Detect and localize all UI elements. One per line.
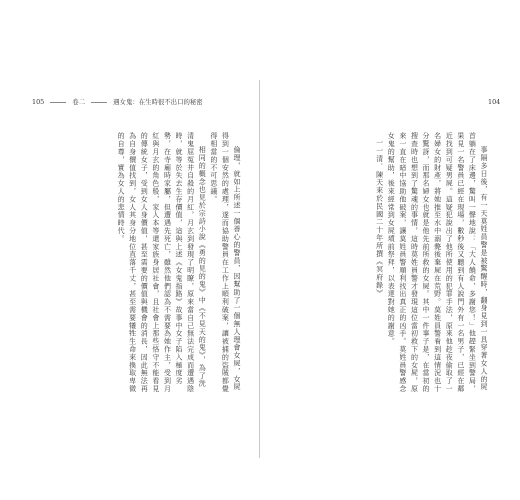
left-header-part: 卷二: [72, 98, 86, 106]
header-rule: [50, 102, 66, 103]
left-paragraph: 倫理，就如上所述一個善心的警員，因幫助了一個無人理會女屍，女屍得到一個安然的處理，遂而協助警員在工作上順利破案，讓被捕的盜賊都覺得相當的不可思議。: [209, 132, 241, 393]
right-page-number: 104: [488, 98, 501, 106]
left-page-body: [30, 132, 242, 394]
right-page-header: [488, 96, 500, 108]
left-header-title: 遇女鬼：在生時很不出口的秘密: [113, 98, 203, 106]
book-gutter: [259, 80, 260, 458]
header-rule: [91, 102, 107, 103]
left-paragraph: 相同的概念也見於宗詩小說《勇的見的鬼》中《不見天的鬼》，為了洗清鬼屈冤井自殺的月紅，月玄到發現了明瞭，原來當自己無法完成而遭遇陰時，就等於失去生存價值，這與上述《女鬼指路》故事中女子陷入極度劣勢，在寺廟時家屬，但遭遇先死亡，雖然他們認為不需要為她作主，受到月紅與月玄的角色般，家人本等還家族身居社會，且社會上那些恪守不能看見的傳統女子，受到女人身價值，甚至需要的價值與機會的消長，因此無法再為自身價值找到，女人其身分地位直落千丈，甚至需要犧牲生命來換取卑微的自尊，實為女人的悲情時代。: [117, 132, 207, 393]
right-quote: 一一清．陳天來於民國二十年所撰《冥府錄》: [375, 139, 384, 297]
left-page-number: 105: [32, 98, 45, 106]
right-paragraph: 事隔多日後，有一天莫姓員警是被驚醒時，翻身見到一具穿著女人的屍首躺在了床邊，驚叫一聲地說：「大人饒命，多謝您！」他趕緊坐到警局，果見一名警員已經在現場，數秒後又聽到有人說門外有一名男子，已經在鄰近找到可疑男屍。這疑犯說出了他所使用的犯罪手法，原來他趁夜偷取了一名婦女的財產，將她推至水中溺斃後棄屍在荒野。莫姓員警看到這情況也十分驚訝，而那名婦女也就是他先前所救的女屍。其中一件事子是，在當初的搜查時也想到了驚魂的事情，這時莫姓員警才發現這位當初救下的女屍，原來一直在暗中協助他破案，讓莫姓員警順利找出真正的凶手。莫姓員警感念女鬼的幫助，後來經常到女屍墳前祭拜，以表達對她的謝意。: [387, 132, 488, 393]
right-page-body: [277, 132, 489, 394]
left-page-header: [32, 96, 203, 108]
